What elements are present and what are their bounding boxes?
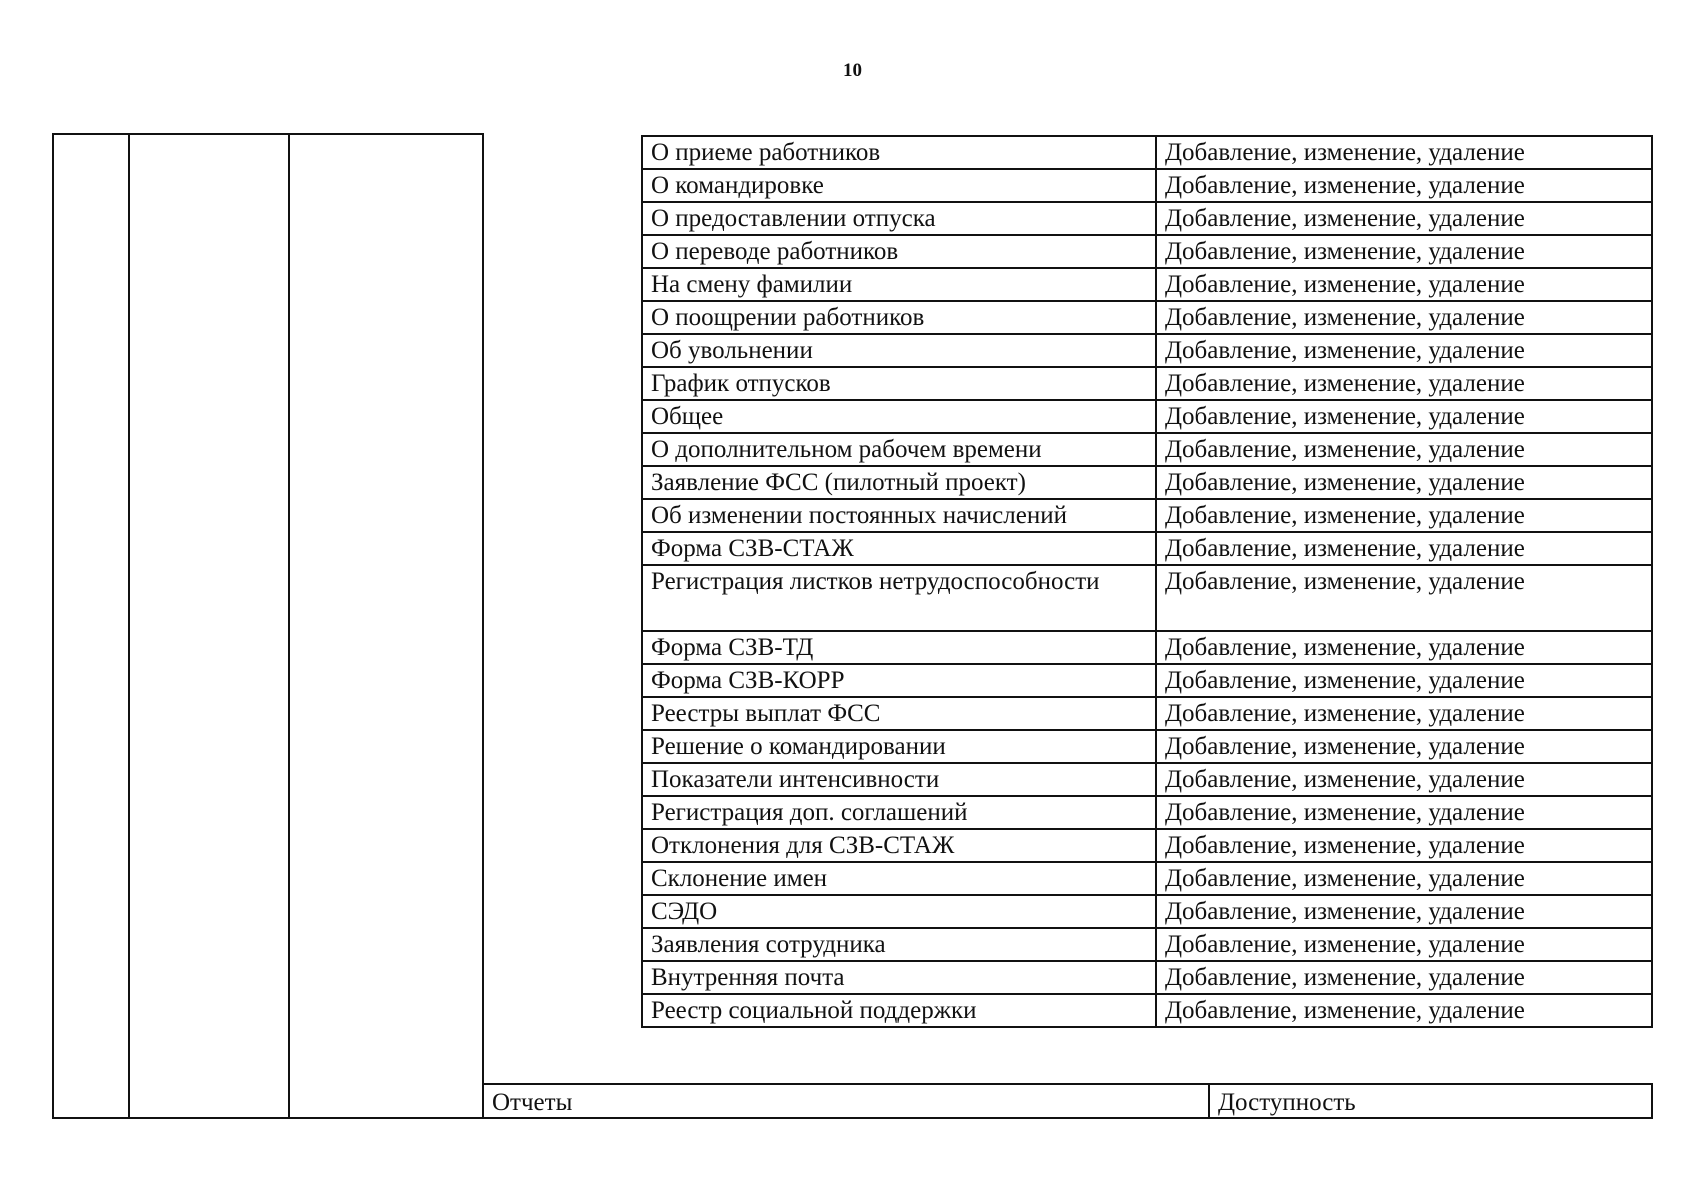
document-type-name: Заявления сотрудника <box>642 928 1156 961</box>
document-type-name: О приеме работников <box>642 136 1156 169</box>
top-border-left-columns <box>52 133 482 135</box>
access-rights: Добавление, изменение, удаление <box>1156 334 1652 367</box>
table-row <box>642 631 1652 664</box>
access-rights: Добавление, изменение, удаление <box>1156 829 1652 862</box>
table-row <box>642 268 1652 301</box>
document-type-name: О дополнительном рабочем времени <box>642 433 1156 466</box>
document-type-name: О командировке <box>642 169 1156 202</box>
access-rights: Добавление, изменение, удаление <box>1156 565 1652 631</box>
table-row <box>642 466 1652 499</box>
access-rights: Добавление, изменение, удаление <box>1156 928 1652 961</box>
access-rights: Добавление, изменение, удаление <box>1156 961 1652 994</box>
reports-rights: Доступность <box>1208 1083 1653 1119</box>
page-number: 10 <box>843 60 862 81</box>
access-rights: Добавление, изменение, удаление <box>1156 136 1652 169</box>
access-rights: Добавление, изменение, удаление <box>1156 730 1652 763</box>
document-type-name: СЭДО <box>642 895 1156 928</box>
access-rights: Добавление, изменение, удаление <box>1156 994 1652 1027</box>
table-row <box>642 433 1652 466</box>
table-row <box>642 202 1652 235</box>
column-divider-2 <box>128 133 130 1119</box>
access-rights: Добавление, изменение, удаление <box>1156 202 1652 235</box>
access-rights: Добавление, изменение, удаление <box>1156 862 1652 895</box>
document-type-name: На смену фамилии <box>642 268 1156 301</box>
table-row <box>642 499 1652 532</box>
access-rights: Добавление, изменение, удаление <box>1156 268 1652 301</box>
access-rights: Добавление, изменение, удаление <box>1156 895 1652 928</box>
column-divider-3 <box>288 133 290 1119</box>
document-types-table <box>641 135 1653 1028</box>
table-row <box>642 829 1652 862</box>
access-rights: Добавление, изменение, удаление <box>1156 664 1652 697</box>
table-row <box>642 367 1652 400</box>
table-row <box>642 664 1652 697</box>
table-row <box>642 400 1652 433</box>
table-row <box>642 532 1652 565</box>
document-type-name: Общее <box>642 400 1156 433</box>
table-row <box>642 301 1652 334</box>
access-rights: Добавление, изменение, удаление <box>1156 466 1652 499</box>
document-type-name: Реестры выплат ФСС <box>642 697 1156 730</box>
document-type-name: График отпусков <box>642 367 1156 400</box>
document-type-name: О поощрении работников <box>642 301 1156 334</box>
access-rights: Добавление, изменение, удаление <box>1156 169 1652 202</box>
access-rights: Добавление, изменение, удаление <box>1156 532 1652 565</box>
table-row <box>642 994 1652 1027</box>
access-rights: Добавление, изменение, удаление <box>1156 301 1652 334</box>
document-type-name: Регистрация доп. соглашений <box>642 796 1156 829</box>
document-type-name: Форма СЗВ-СТАЖ <box>642 532 1156 565</box>
access-rights: Добавление, изменение, удаление <box>1156 367 1652 400</box>
document-type-name: Внутренняя почта <box>642 961 1156 994</box>
document-type-name: Показатели интенсивности <box>642 763 1156 796</box>
access-rights: Добавление, изменение, удаление <box>1156 697 1652 730</box>
table-row <box>642 895 1652 928</box>
document-type-name: Форма СЗВ-КОРР <box>642 664 1156 697</box>
table-row <box>642 796 1652 829</box>
document-type-name: О переводе работников <box>642 235 1156 268</box>
document-type-name: О предоставлении отпуска <box>642 202 1156 235</box>
column-divider-1 <box>52 133 54 1119</box>
document-types-body <box>642 136 1652 1027</box>
access-rights: Добавление, изменение, удаление <box>1156 433 1652 466</box>
reports-row <box>484 1083 1653 1119</box>
column-divider-4 <box>482 133 484 1119</box>
table-row <box>642 169 1652 202</box>
table-row <box>642 136 1652 169</box>
document-type-name: Об изменении постоянных начислений <box>642 499 1156 532</box>
access-rights: Добавление, изменение, удаление <box>1156 631 1652 664</box>
access-rights: Добавление, изменение, удаление <box>1156 796 1652 829</box>
table-row <box>642 565 1652 631</box>
access-rights: Добавление, изменение, удаление <box>1156 400 1652 433</box>
table-row <box>642 334 1652 367</box>
document-type-name: Склонение имен <box>642 862 1156 895</box>
table-row <box>642 730 1652 763</box>
table-row <box>642 928 1652 961</box>
table-row <box>642 961 1652 994</box>
table-row <box>642 862 1652 895</box>
access-rights: Добавление, изменение, удаление <box>1156 235 1652 268</box>
document-type-name: Реестр социальной поддержки <box>642 994 1156 1027</box>
table-row <box>642 235 1652 268</box>
document-type-name: Об увольнении <box>642 334 1156 367</box>
access-rights: Добавление, изменение, удаление <box>1156 499 1652 532</box>
document-type-name: Форма СЗВ-ТД <box>642 631 1156 664</box>
document-type-name: Регистрация листков нетрудоспособности <box>642 565 1156 631</box>
document-type-name: Заявление ФСС (пилотный проект) <box>642 466 1156 499</box>
document-type-name: Отклонения для СЗВ-СТАЖ <box>642 829 1156 862</box>
table-row <box>642 697 1652 730</box>
reports-label: Отчеты <box>484 1083 1208 1119</box>
table-row <box>642 763 1652 796</box>
document-type-name: Решение о командировании <box>642 730 1156 763</box>
access-rights: Добавление, изменение, удаление <box>1156 763 1652 796</box>
